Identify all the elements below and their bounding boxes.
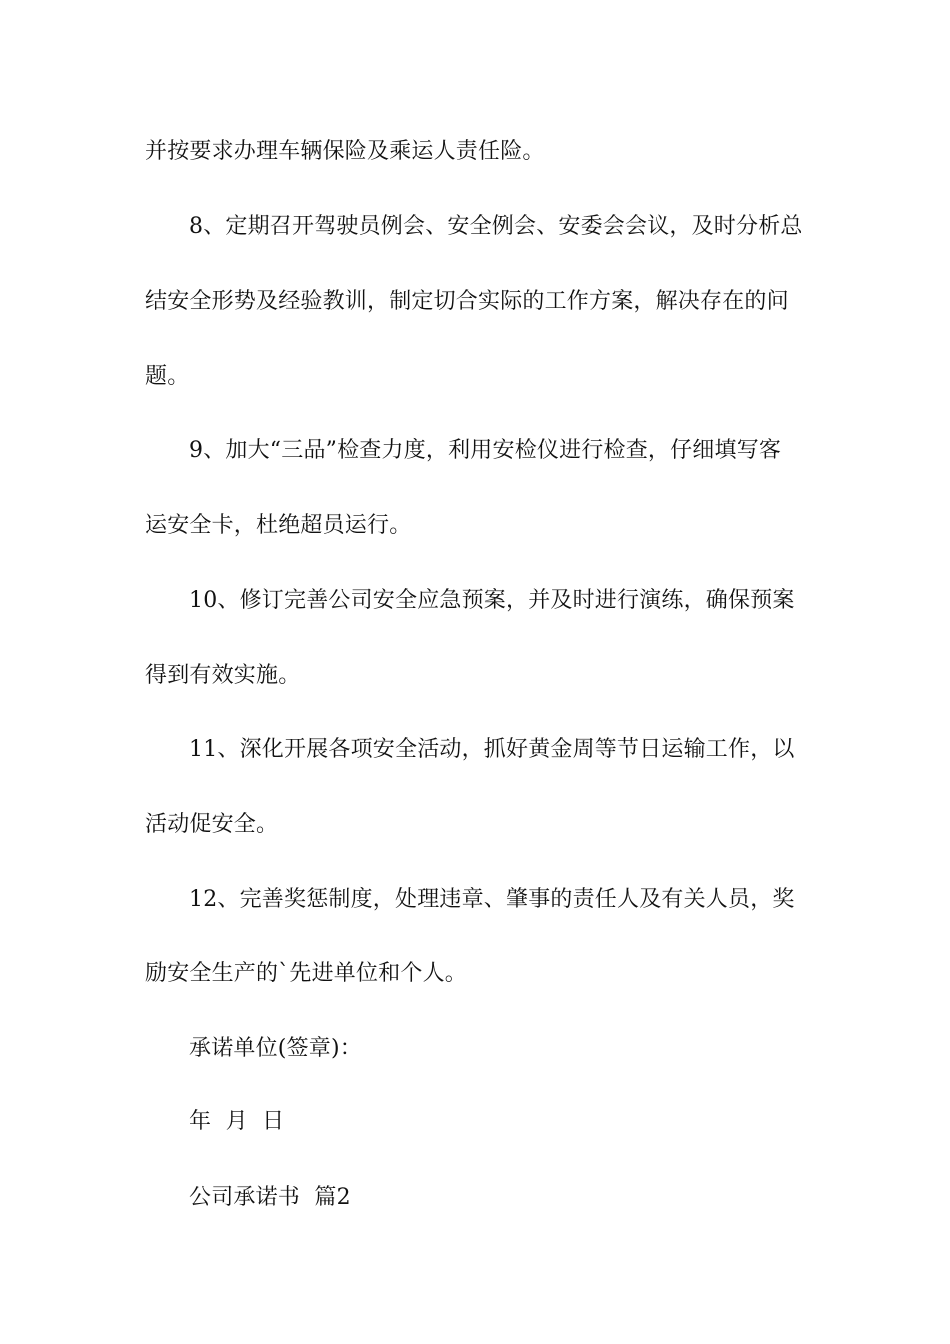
list-item-10: 10、修订完善公司安全应急预案，并及时进行演练，确保预案: [189, 588, 795, 613]
text-line: 运安全卡，杜绝超员运行。: [145, 513, 412, 538]
date-line: 年 月 日: [189, 1109, 285, 1134]
list-item-8: 8、定期召开驾驶员例会、安全例会、安委会会议，及时分析总: [189, 214, 803, 239]
text-line: 励安全生产的`先进单位和个人。: [145, 961, 468, 986]
section-heading: 公司承诺书 篇2: [189, 1185, 351, 1210]
text-line: 题。: [145, 364, 190, 389]
signature-label: 承诺单位(签章)：: [189, 1036, 362, 1061]
list-item-11: 11、深化开展各项安全活动，抓好黄金周等节日运输工作，以: [189, 737, 795, 762]
list-item-9: 9、加大“三品”检查力度，利用安检仪进行检查，仔细填写客: [189, 438, 782, 463]
text-line: 得到有效实施。: [145, 663, 301, 688]
text-line: 结安全形势及经验教训，制定切合实际的工作方案，解决存在的问: [145, 289, 789, 314]
list-item-12: 12、完善奖惩制度，处理违章、肇事的责任人及有关人员，奖: [189, 887, 795, 912]
text-line: 并按要求办理车辆保险及乘运人责任险。: [145, 139, 545, 164]
text-line: 活动促安全。: [145, 812, 279, 837]
